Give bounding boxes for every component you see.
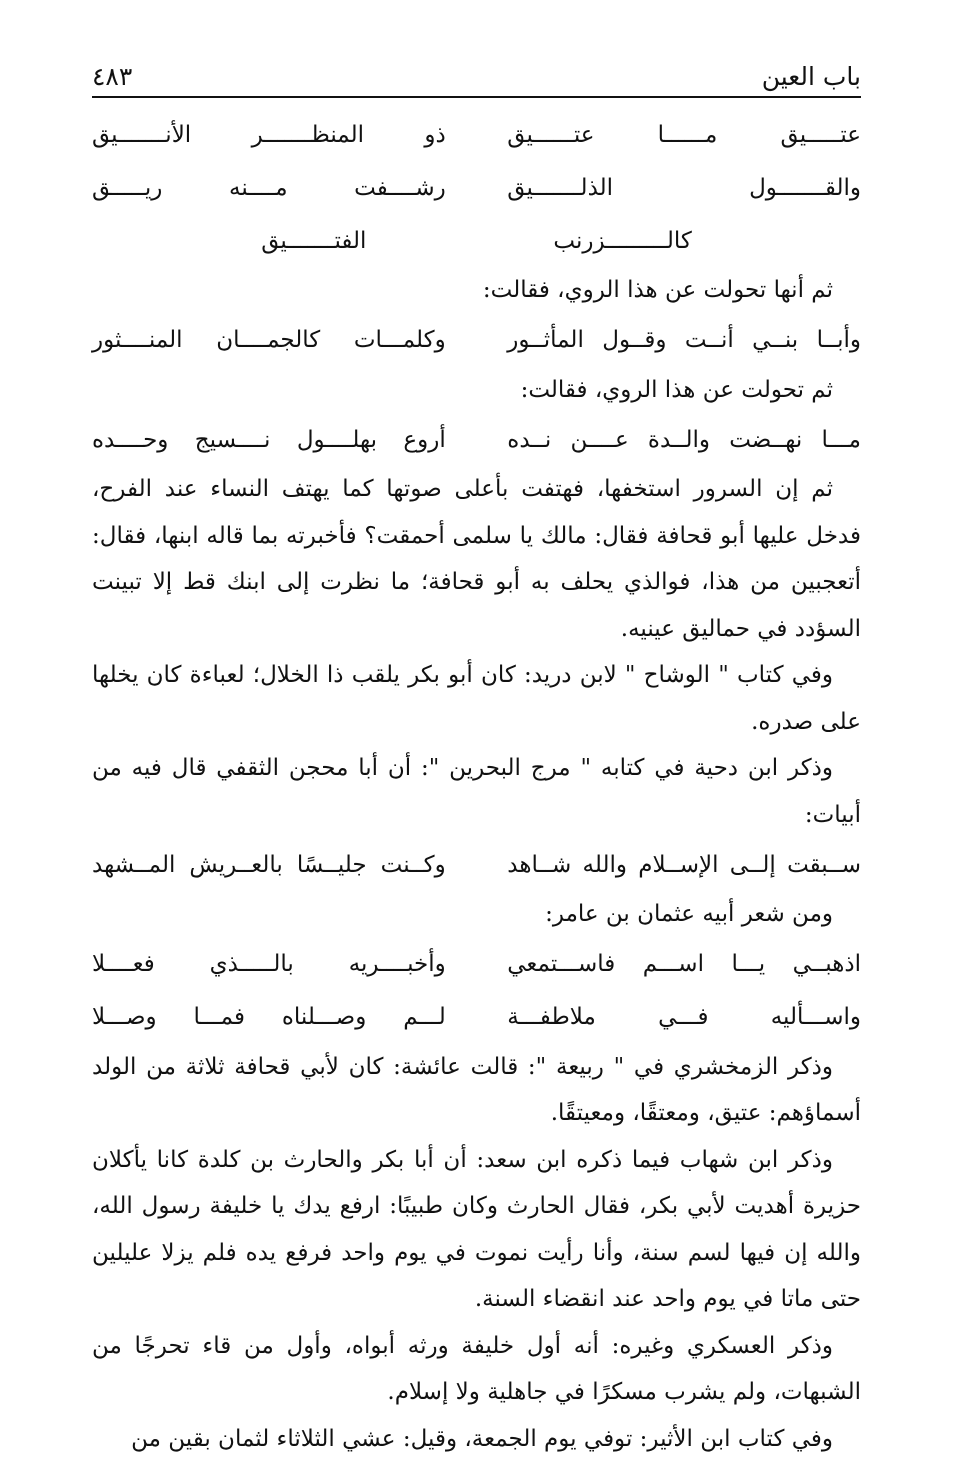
verse-first-hemistich: عتـــــيق مــــــا عتــــــيق xyxy=(507,122,861,148)
verse-line xyxy=(92,161,861,214)
paragraph: وذكر العسكري وغيره: أنه أول خليفة ورثه أبواه، وأول من قاء تحرجًا من الشبهات، ولم يشرب مسكرًا في جاهلية ولا إسلام. xyxy=(92,1323,861,1416)
verse-line xyxy=(92,991,861,1044)
paragraph: وفي كتاب " الوشاح " لابن دريد: كان أبو بكر يلقب ذا الخلال؛ لعباءة كان يخلها على صدره. xyxy=(92,652,861,745)
verse-line xyxy=(92,413,861,466)
paragraph: وذكر ابن دحية في كتابه " مرج البحرين ": أن أبا محجن الثقفي قال فيه من أبيات: xyxy=(92,745,861,838)
verse-second-hemistich: وأخبــــريه بالـــــذي فعــــلا xyxy=(92,951,446,977)
page-content xyxy=(92,108,861,1462)
paragraph: وذكر الزمخشري في " ربيعة ": قالت عائشة: كان لأبي قحافة ثلاثة من الولد أسماؤهم: عتيق، ومعتقًا، ومعيتقًا. xyxy=(92,1044,861,1137)
verse-line xyxy=(92,938,861,991)
paragraph: ومن شعر أبيه عثمان بن عامر: xyxy=(92,891,861,938)
verse-first-hemistich: وأبــا بنــي أنــت وقــول المأثــور xyxy=(507,327,861,353)
paragraph: ثم تحولت عن هذا الروي، فقالت: xyxy=(92,367,861,414)
page-number: ٤٨٣ xyxy=(92,62,132,91)
verse-second-hemistich: ذو المنظـــــــر الأنـــــــيق xyxy=(92,122,446,148)
verse-first-hemistich: اذهبــي يـــا اســـم فاســـتمعي xyxy=(507,951,861,977)
paragraph: وذكر ابن شهاب فيما ذكره ابن سعد: أن أبا بكر والحارث بن كلدة كانا يأكلان حزيرة أهديت لأبي بكر، فقال الحارث وكان طبيبًا: ارفع يدك يا خليفة رسول الله، والله إن فيها لسم سنة، وأنا رأيت نموت في يوم واحد فرفع يده فلم يزلا عليلين حتى ماتا في يوم واحد عند انقضاء السنة. xyxy=(92,1137,861,1323)
verse-line xyxy=(92,314,861,367)
verse-second-hemistich: لـــم وصـــلناه فمـــا وصـــلا xyxy=(92,1004,446,1030)
verse-second-hemistich: رشــــفت مــــنه ريـــــق xyxy=(92,175,446,201)
verse-second-hemistich: وكلمـــات كالجمــــان المنــــثور xyxy=(92,327,446,353)
verse-line xyxy=(92,838,861,891)
paragraph: ثم إن السرور استخفها، فهتفت بأعلى صوتها كما يهتف النساء عند الفرح، فدخل عليها أبو قحافة فقال: مالك يا سلمى أحمقت؟ فأخبرته بما قاله ابنها، فقال: أتعجبين من هذا، فوالذي يحلف به أبو قحافة؛ ما نظرت إلى ابنك قط إلا تبينت السؤدد في حماليق عينيه. xyxy=(92,466,861,652)
verse-first-hemistich: ســبقت إلــى الإســلام والله شــاهد xyxy=(507,852,861,878)
page-header xyxy=(92,56,861,98)
verse-line xyxy=(92,108,861,161)
verse-first-hemistich: والقـــــــول الذلـــــــيق xyxy=(507,175,861,201)
chapter-title: باب العين xyxy=(762,62,861,91)
verse-second-hemistich: أروع بهلــــول نــــسيج وحــــده xyxy=(92,427,446,453)
verse-single-hemistich: كالـــــــــزرنب الفتـــــــيق xyxy=(261,228,692,254)
paragraph: وفي كتاب ابن الأثير: توفي يوم الجمعة، وقيل: عشي الثلاثاء لثمان بقين من xyxy=(92,1416,861,1462)
verse-line-centered xyxy=(92,214,861,267)
verse-second-hemistich: وكــنت جليــسًا بالعــريش المــشهد xyxy=(92,852,446,878)
verse-first-hemistich: واســـأليه فـــي ملاطفـــة xyxy=(507,1004,861,1030)
verse-first-hemistich: مـــا نهــضت والــدة عــــن نــده xyxy=(507,427,861,453)
paragraph: ثم أنها تحولت عن هذا الروي، فقالت: xyxy=(92,267,861,314)
